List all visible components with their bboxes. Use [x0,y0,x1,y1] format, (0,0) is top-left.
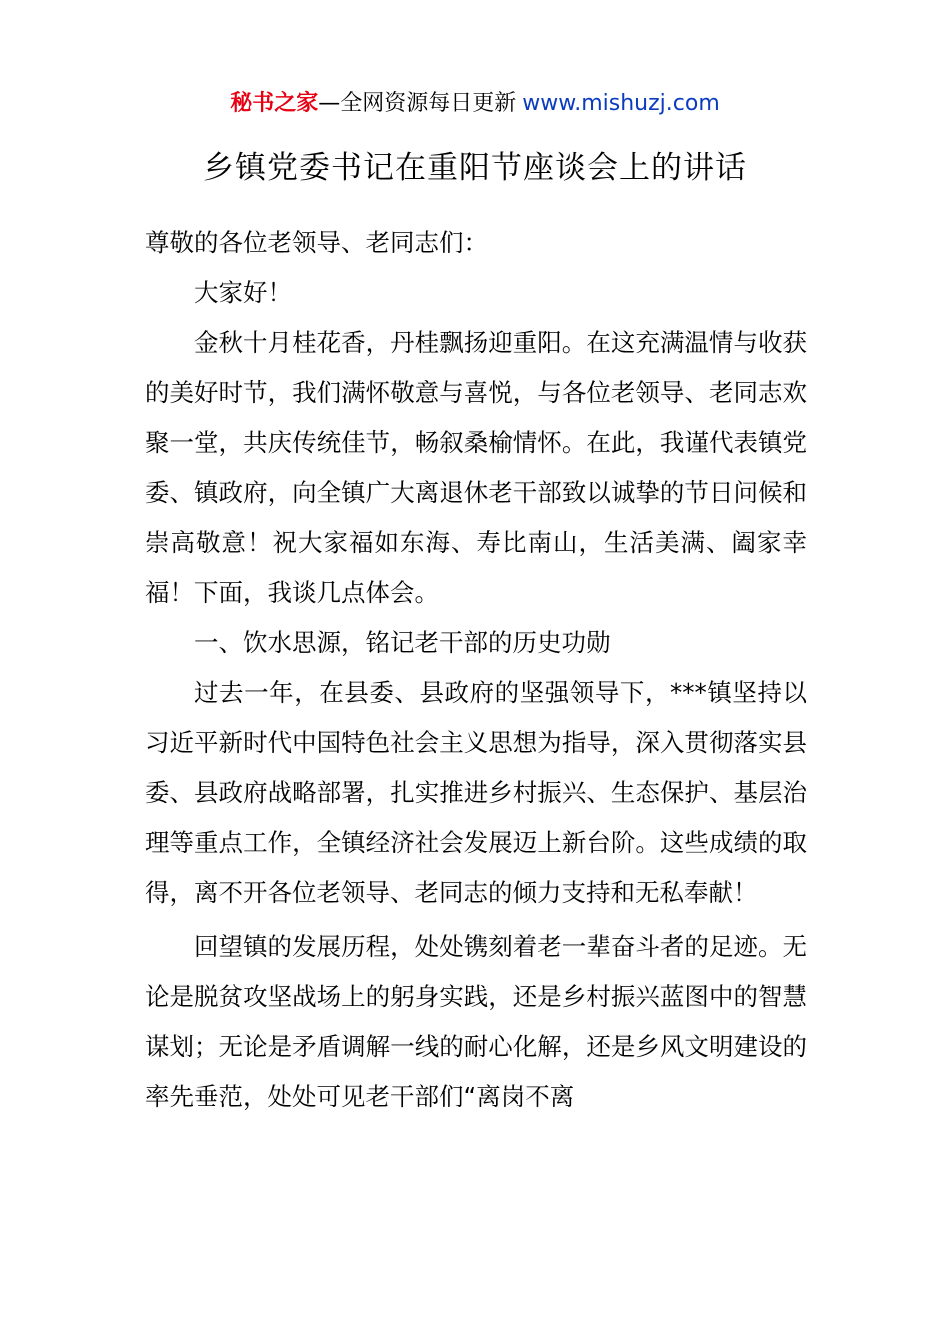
brand-name: 秘书之家 [230,91,319,116]
paragraph-history: 回望镇的发展历程，处处镌刻着老一辈奋斗者的足迹。无论是脱贫攻坚战场上的躬身实践，还是乡村振兴蓝图中的智慧谋划；无论是矛盾调解一线的耐心化解，还是乡风文明建设的率先垂范，处处可见老干部们“离岗不离 [145,932,807,1111]
site-header [0,88,950,120]
header-tagline: —全网资源每日更新 [318,91,517,116]
site-url-link[interactable]: www.mishuzj.com [522,91,720,116]
document-body [145,218,807,1122]
paragraph-greeting: 大家好！ [194,278,292,307]
document-title: 乡镇党委书记在重阳节座谈会上的讲话 [203,150,747,186]
paragraph-achievements: 过去一年，在县委、县政府的坚强领导下，***镇坚持以习近平新时代中国特色社会主义思想为指导，深入贯彻落实县委、县政府战略部署，扎实推进乡村振兴、生态保护、基层治理等重点工作，全镇经济社会发展迈上新台阶。这些成绩的取得，离不开各位老领导、老同志的倾力支持和无私奉献！ [145,678,807,907]
salutation: 尊敬的各位老领导、老同志们： [145,228,488,257]
paragraph-intro: 金秋十月桂花香，丹桂飘扬迎重阳。在这充满温情与收获的美好时节，我们满怀敬意与喜悦，与各位老领导、老同志欢聚一堂，共庆传统佳节，畅叙桑榆情怀。在此，我谨代表镇党委、镇政府，向全镇广大离退休老干部致以诚挚的节日问候和崇高敬意！祝大家福如东海、寿比南山，生活美满、阖家幸福！下面，我谈几点体会。 [145,328,807,607]
section-heading-1: 一、饮水思源，铭记老干部的历史功勋 [194,628,611,657]
